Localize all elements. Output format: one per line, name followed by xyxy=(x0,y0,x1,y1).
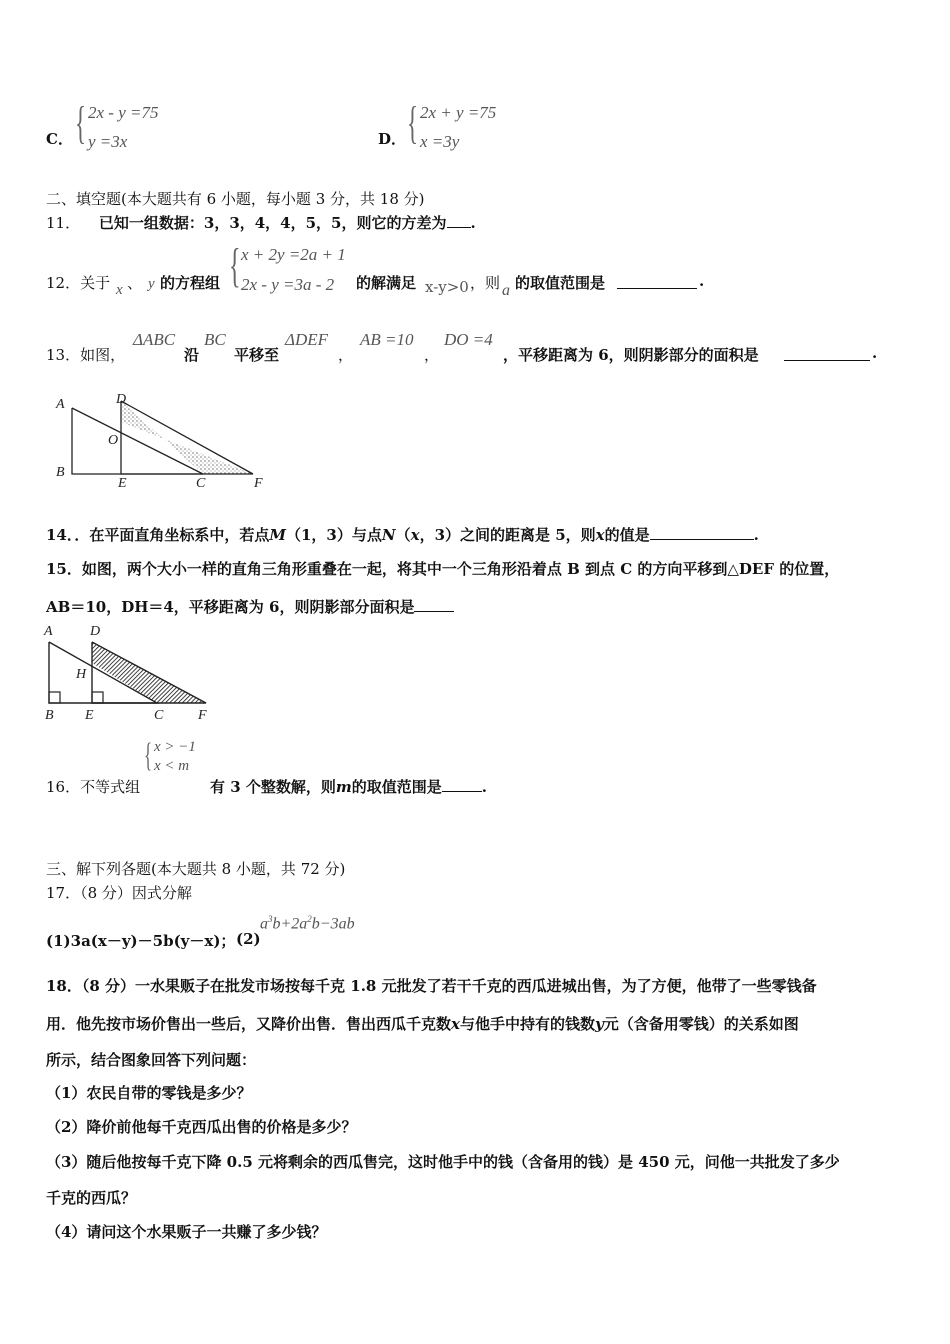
q17-part-2-label: (2) xyxy=(236,930,261,948)
q13-label-a: A xyxy=(56,397,65,412)
q14-n-x: x xyxy=(410,526,420,544)
q12-text-a: 的方程组 xyxy=(160,274,221,292)
q14-answer-blank[interactable] xyxy=(650,525,754,540)
q12-var-y: y xyxy=(148,276,155,292)
q17-expr-term-2: b+2a xyxy=(272,915,308,933)
q12-number: 12．关于 xyxy=(46,274,111,292)
question-11 xyxy=(46,212,476,233)
q12-system-brace: { xyxy=(229,239,241,292)
q17-part-1: (1)3a(x－y)－5b(y－x)； xyxy=(46,932,236,950)
q17-expr-term-1: a xyxy=(260,915,268,933)
q18-line-2c: 元（含备用零钱）的关系如图 xyxy=(603,1015,799,1033)
question-14 xyxy=(46,524,759,545)
q16-end: . xyxy=(481,778,488,796)
q15-right-angle-b xyxy=(49,692,60,703)
q17-expr-exp-1: 3 xyxy=(268,914,273,924)
q18-subquestion-1: （1）农民自带的零钱是多少？ xyxy=(46,1084,252,1102)
q13-label-b: B xyxy=(56,465,65,480)
q13-comma-2: ， xyxy=(424,346,440,364)
q16-inequality-1: x > −1 xyxy=(154,739,196,755)
q11-end: . xyxy=(470,214,476,232)
q14-x: x xyxy=(595,526,605,544)
q16-text-b: 的取值范围是 xyxy=(351,778,442,796)
q13-move-to: 平移至 xyxy=(234,346,280,364)
q16-answer-blank[interactable] xyxy=(442,777,482,792)
q15-label-c: C xyxy=(154,708,164,723)
q13-label-e: E xyxy=(118,476,127,490)
q15-right-angle-e xyxy=(92,692,103,703)
q13-comma-1: ， xyxy=(338,346,354,364)
q18-subquestion-4: （4）请问这个水果贩子一共赚了多少钱？ xyxy=(46,1223,327,1241)
option-d-equation-1: 2x + y =75 xyxy=(420,103,497,122)
option-c-equation-1: 2x - y =75 xyxy=(88,103,159,122)
q16-system-brace: { xyxy=(144,737,153,774)
q15-line-1: 15．如图，两个大小一样的直角三角形重叠在一起，将其中一个三角形沿着点 B 到点 C 的方向平移到△DEF 的位置， xyxy=(46,560,840,578)
q13-triangle-def-shape xyxy=(121,401,253,474)
q15-line-2-text: AB＝10，DH＝4，平移距离为 6，则阴影部分面积是 xyxy=(46,598,415,616)
q18-line-1 xyxy=(46,975,817,996)
q12-equation-2: 2x - y =3a - 2 xyxy=(241,275,335,294)
q12-var-x: x xyxy=(116,282,123,298)
q15-figure xyxy=(42,622,222,724)
q17-part-2-expression xyxy=(260,914,355,933)
q14-tail: 的值是 xyxy=(604,526,650,544)
q12-var-a: a xyxy=(502,282,510,299)
q13-label-c: C xyxy=(196,476,206,490)
q17-expr-term-3: b−3ab xyxy=(311,915,355,933)
q14-number: 14．．在平面直角坐标系中，若点 xyxy=(46,526,270,544)
q18-var-y: y xyxy=(594,1015,604,1033)
q14-end: . xyxy=(753,526,759,544)
q15-label-e: E xyxy=(85,708,94,723)
q14-n-coord-a: （ xyxy=(395,526,411,544)
q16-text-a: 有 3 个整数解，则 xyxy=(210,778,336,796)
q13-do-value: DO =4 xyxy=(444,330,493,349)
q14-point-m: M xyxy=(269,526,286,544)
q18-line-1-text: 18．（8 分）一水果贩子在批发市场按每千克 1.8 元批发了若干千克的西瓜进城出售，为了方便，他带了一些零钱备 xyxy=(46,977,817,995)
q11-number: 11． xyxy=(46,214,81,232)
q18-line-2b: 与他手中持有的钱数 xyxy=(459,1015,595,1033)
q13-along: 沿 xyxy=(184,346,200,364)
q14-m-coord: （1，3）与点 xyxy=(286,526,382,544)
q13-end: . xyxy=(872,344,878,362)
q12-condition: x-y>0 xyxy=(425,278,469,296)
q16-number: 16．不等式组 xyxy=(46,778,141,796)
q15-label-d: D xyxy=(90,624,101,639)
q13-label-f: F xyxy=(254,476,263,490)
section-2-title: 二、填空题(本大题共有 6 小题，每小题 3 分，共 18 分) xyxy=(46,190,425,208)
q18-line-2a: 用．他先按市场价售出一些后，又降价出售．售出西瓜千克数 xyxy=(46,1015,452,1033)
q16-var-m: m xyxy=(335,778,352,796)
q13-answer-blank[interactable] xyxy=(784,346,870,361)
q14-n-coord-b: ，3）之间的距离是 5，则 xyxy=(419,526,596,544)
q12-equation-1: x + 2y =2a + 1 xyxy=(241,245,346,264)
q13-label-d: D xyxy=(116,392,127,407)
q17-expr-exp-2: 2 xyxy=(307,914,312,924)
q12-text-c: ，则 xyxy=(470,274,501,292)
q18-subquestion-3-line-2: 千克的西瓜？ xyxy=(46,1189,137,1207)
q17-heading: 17．（8 分）因式分解 xyxy=(46,884,192,902)
q18-subquestion-3-line-1: （3）随后他按每千克下降 0.5 元将剩余的西瓜售完，这时他手中的钱（含备用的钱）是 450 元，问他一共批发了多少 xyxy=(46,1153,840,1171)
q18-line-2 xyxy=(46,1013,799,1034)
q15-label-f: F xyxy=(198,708,207,723)
q13-number: 13．如图， xyxy=(46,346,126,364)
q11-answer-blank[interactable] xyxy=(447,213,471,228)
question-16 xyxy=(210,776,487,797)
option-c-equation-2: y =3x xyxy=(88,132,128,151)
option-d-label[interactable]: D． xyxy=(378,130,407,148)
q18-subquestion-2: （2）降价前他每千克西瓜出售的价格是多少？ xyxy=(46,1118,357,1136)
q13-side-bc: BC xyxy=(204,330,226,349)
q15-label-b: B xyxy=(45,708,54,723)
q14-point-n: N xyxy=(381,526,396,544)
q13-triangle-def: ΔDEF xyxy=(285,330,329,349)
q15-answer-blank[interactable] xyxy=(414,597,454,612)
q15-line-2 xyxy=(46,596,454,617)
option-d-brace: { xyxy=(407,97,419,148)
option-c-brace: { xyxy=(75,97,87,148)
q18-var-x: x xyxy=(451,1015,460,1033)
q15-label-a: A xyxy=(44,624,53,639)
q13-triangle-abc: ΔABC xyxy=(133,330,176,349)
q13-text: ，平移距离为 6，则阴影部分的面积是 xyxy=(503,346,759,364)
q11-text: 已知一组数据：3，3，4，4，5，5，则它的方差为 xyxy=(98,214,447,232)
q12-text-b: 的解满足 xyxy=(356,274,417,292)
q12-text-d: 的取值范围是 xyxy=(515,274,606,292)
option-c-label[interactable]: C． xyxy=(46,130,73,148)
section-3-title: 三、解下列各题(本大题共 8 小题，共 72 分) xyxy=(46,860,346,878)
q12-answer-blank[interactable] xyxy=(617,274,697,289)
q12-sep: 、 xyxy=(127,274,143,292)
q12-end: . xyxy=(699,272,705,290)
q18-line-3: 所示，结合图象回答下列问题： xyxy=(46,1051,257,1069)
q15-label-h: H xyxy=(76,667,87,682)
q13-figure xyxy=(48,388,278,490)
q13-label-o: O xyxy=(108,433,119,448)
q16-inequality-2: x < m xyxy=(154,758,190,774)
q13-ab-value: AB =10 xyxy=(360,330,414,349)
option-d-equation-2: x =3y xyxy=(420,132,460,151)
